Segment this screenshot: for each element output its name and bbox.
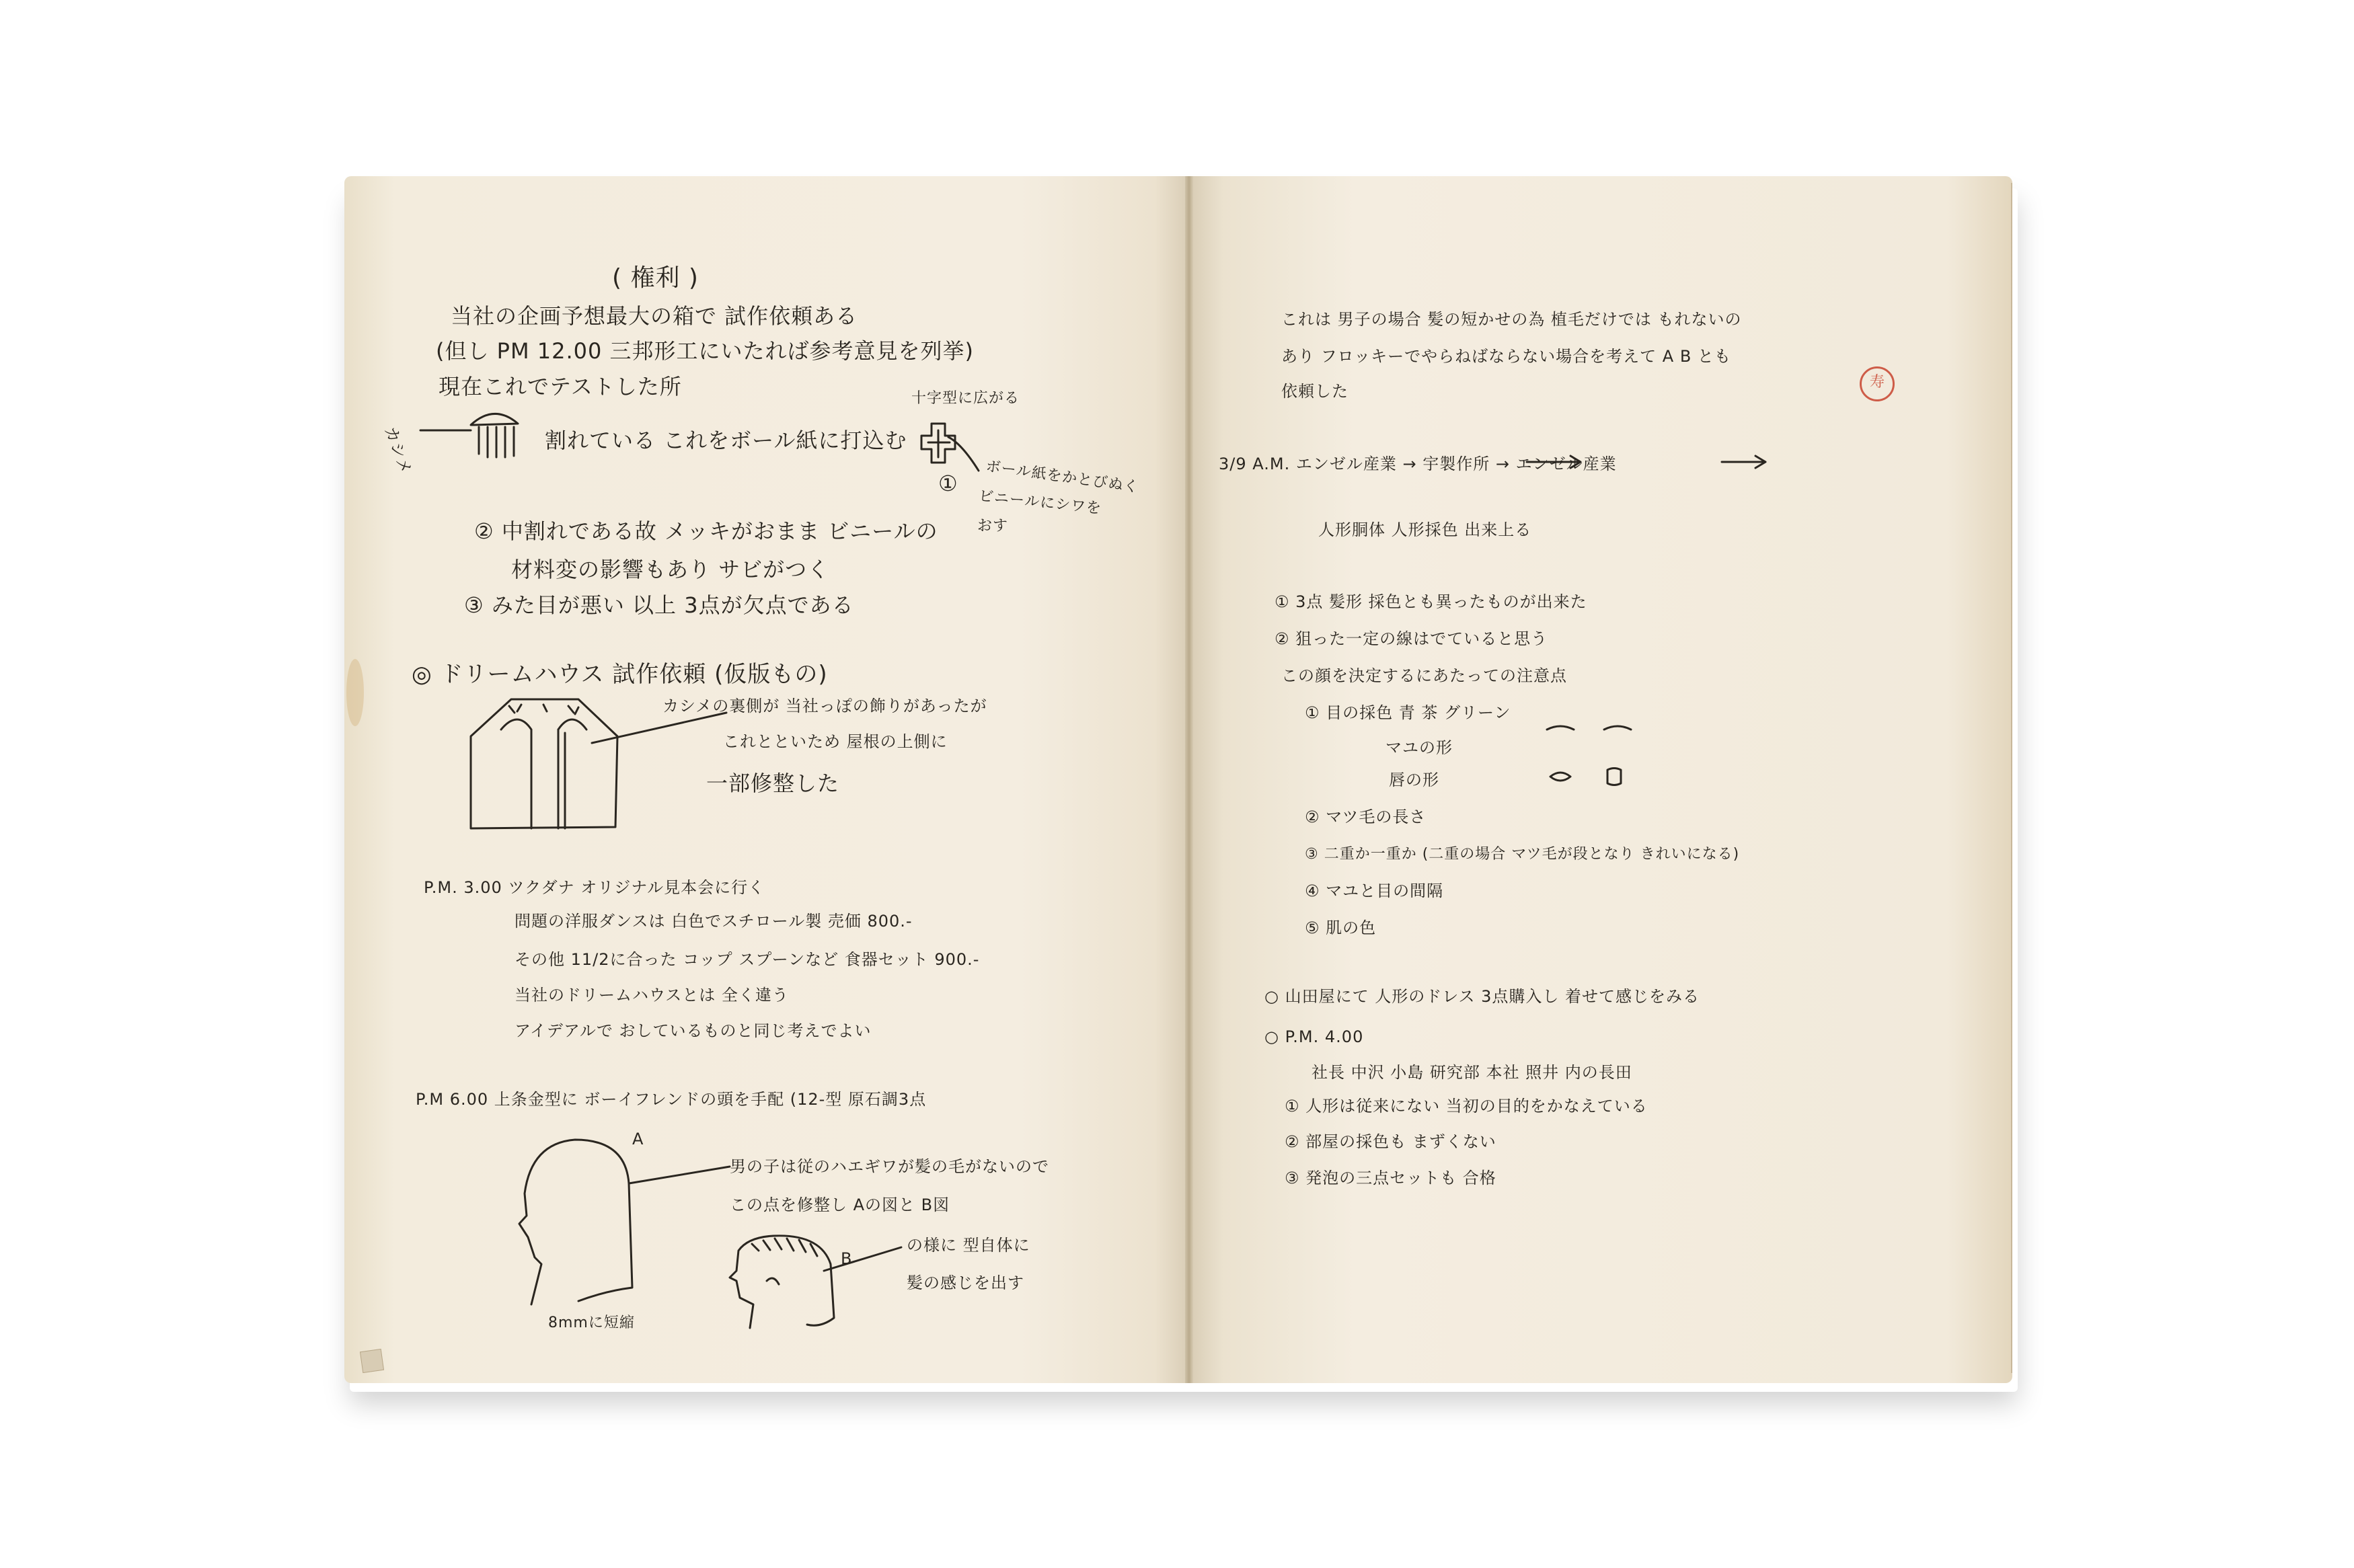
kashime-sketch bbox=[420, 414, 518, 457]
right-line: ① 3点 髪形 採色とも異ったものが出来た bbox=[1275, 592, 1587, 611]
right-line: マユの形 bbox=[1385, 738, 1453, 757]
left-line: アイデアルで おしているものと同じ考えでよい bbox=[515, 1021, 872, 1040]
right-line: ④ マユと目の間隔 bbox=[1305, 881, 1444, 900]
left-line: 男の子は従のハエギワが髪の毛がないので bbox=[730, 1157, 1049, 1176]
left-line: 髪の感じを出す bbox=[907, 1273, 1024, 1292]
side-note: 十字型に広がる bbox=[911, 390, 1020, 407]
right-line: これは 男子の場合 髪の短かせの為 植毛だけでは もれないの bbox=[1281, 310, 1742, 329]
side-note: ビニールにシワを bbox=[977, 487, 1103, 518]
left-line: 当社の企画予想最大の箱で 試作依頼ある bbox=[451, 303, 858, 329]
brow-lip-marks bbox=[1547, 726, 1631, 785]
right-line: 社長 中沢 小島 研究部 本社 照井 内の長田 bbox=[1312, 1063, 1632, 1082]
left-line: P.M. 3.00 ツクダナ オリジナル見本会に行く bbox=[424, 878, 765, 897]
left-line: P.M 6.00 上条金型に ボーイフレンドの頭を手配 (12-型 原石調3点 bbox=[416, 1090, 927, 1109]
left-line: これとといため 屋根の上側に bbox=[723, 732, 948, 751]
right-line: ③ 発泡の三点セットも 合格 bbox=[1285, 1169, 1496, 1187]
left-page-title: ( 権利 ) bbox=[612, 264, 699, 292]
left-line: ③ みた目が悪い 以上 3点が欠点である bbox=[464, 592, 854, 618]
left-line: 一部修整した bbox=[706, 771, 840, 796]
right-line: ② 狙った一定の線はでていると思う bbox=[1275, 629, 1548, 648]
left-line: の様に 型自体に bbox=[907, 1236, 1030, 1255]
right-line: ① 人形は従来にない 当初の目的をかなえている bbox=[1285, 1097, 1648, 1115]
right-line: ○ P.M. 4.00 bbox=[1264, 1027, 1364, 1046]
right-line: ② 部屋の採色も まずくない bbox=[1285, 1132, 1496, 1151]
right-line: 3/9 A.M. エンゼル産業 → 宇製作所 → エンゼル産業 bbox=[1219, 455, 1617, 473]
right-line: ② マツ毛の長さ bbox=[1305, 808, 1427, 826]
right-line: この顔を決定するにあたっての注意点 bbox=[1281, 666, 1567, 685]
right-line: ③ 二重か一重か (二重の場合 マツ毛が段となり きれいになる) bbox=[1305, 846, 1740, 863]
side-note: おす bbox=[977, 518, 1009, 535]
left-line: 当社のドリームハウスとは 全く違う bbox=[515, 986, 789, 1005]
right-line: 唇の形 bbox=[1389, 771, 1439, 789]
left-line: ② 中割れである故 メッキがおまま ビニールの bbox=[474, 518, 938, 544]
right-line: あり フロッキーでやらねばならない場合を考えて A B とも bbox=[1281, 347, 1731, 366]
right-line: ○ 山田屋にて 人形のドレス 3点購入し 着せて感じをみる bbox=[1264, 987, 1700, 1006]
circle-number: ① bbox=[938, 471, 958, 496]
diagram-label-a: A bbox=[632, 1130, 644, 1148]
left-line: カシメの裏側が 当社っぽの飾りがあったが bbox=[662, 697, 987, 715]
left-line: 割れている これをボール紙に打込む bbox=[545, 428, 907, 453]
left-line: ◎ ドリームハウス 試作依頼 (仮版もの) bbox=[412, 661, 828, 688]
left-line: その他 11/2に合った コップ スプーンなど 食器セット 900.- bbox=[515, 950, 980, 969]
kasume-label: カシメ bbox=[381, 424, 416, 477]
side-note: ボール紙をかとびぬく bbox=[985, 458, 1140, 496]
right-line: ⑤ 肌の色 bbox=[1305, 918, 1377, 937]
right-line: 人形胴体 人形採色 出来上る bbox=[1318, 520, 1532, 539]
left-line: この点を修整し Aの図と B図 bbox=[730, 1195, 950, 1214]
left-line: 現在これでテストした所 bbox=[439, 374, 682, 399]
head-profile-a bbox=[519, 1140, 730, 1304]
cross-sketch bbox=[921, 424, 979, 471]
right-line: ① 目の採色 青 茶 グリーン bbox=[1305, 703, 1511, 722]
dream-house-sketch bbox=[471, 699, 726, 828]
diagram-label-b: B bbox=[841, 1249, 853, 1268]
left-line: 問題の洋服ダンスは 白色でスチロール製 売価 800.- bbox=[515, 912, 913, 931]
left-line: 材料変の影響もあり サビがつく bbox=[511, 557, 830, 582]
diagram-label-8mm: 8mmに短縮 bbox=[548, 1315, 635, 1331]
head-profile-b bbox=[730, 1236, 901, 1328]
right-line: 依頼した bbox=[1281, 382, 1349, 401]
left-line: (但し PM 12.00 三邦形工にいたれば参考意見を列挙) bbox=[436, 338, 975, 364]
red-seal-stamp: 寿 bbox=[1860, 366, 1895, 401]
